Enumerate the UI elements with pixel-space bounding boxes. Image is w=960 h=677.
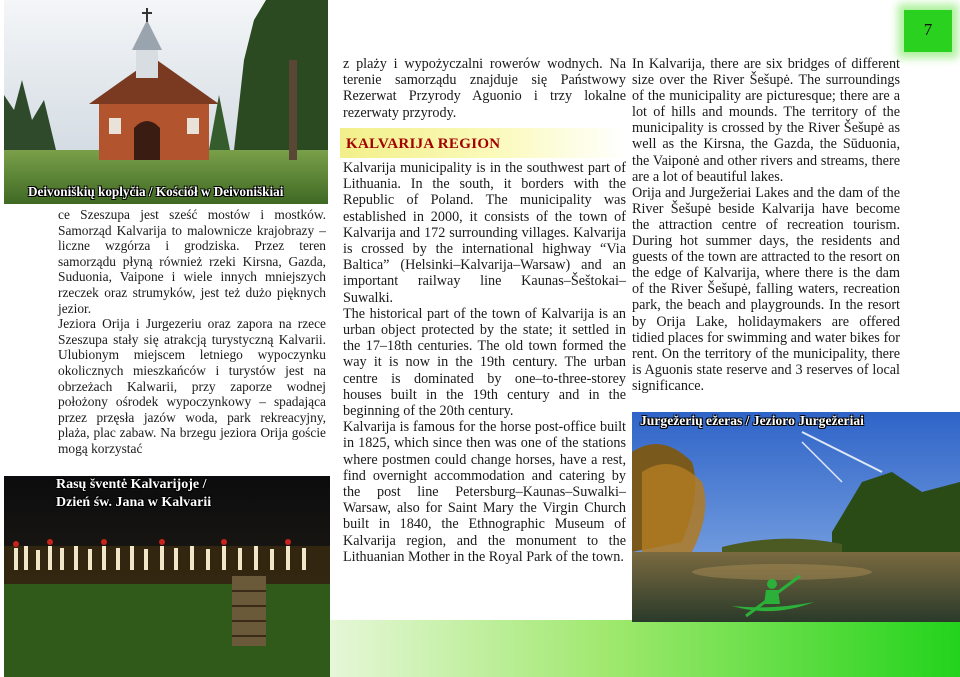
page-number-box [904, 10, 952, 52]
lake-caption: Jurgežerių ežeras / Jezioro Jurgežeriai [640, 413, 864, 428]
festival-caption-line-2: Dzień św. Jana w Kalvarii [56, 495, 212, 510]
column-2-body-text [343, 160, 626, 565]
column-2-top-text [343, 56, 626, 121]
column-2-paragraph: The historical part of the town of Kalvarija is an urban object protected by the state; it settled in the 17–18th centuries. The old town formed the way it is now in the 19th century. The urban centre is dominated by one–to-three-storey houses built in the 19th century and in the beginning of the 20th century. [343, 305, 626, 420]
column-3-paragraph: In Kalvarija, there are six bridges of different size over the River Šešupė. The surroundings of the municipality are picturesque; there are a lot of hills and mounds. The territory of the municipality is crossed by the River Šešupė as well as the Kirsna, the Gazda, the Sūduonia, the Vaiponė and other rivers and streams, there are a lot of beautiful lakes. [632, 56, 900, 185]
column-1-paragraph: ce Szeszupa jest sześć mostów i mostków. Samorząd Kalvarija to malownicze krajobrazy – liczne wzgórza i grodziska. Przez teren samorządu płyną również rzeki Kirsna, Gazda, Suduonia, Vaipone i wiele innych mniejszych rzeczek oraz strumyków, jest też dużo pięknych jezior. [58, 207, 326, 316]
chapel-illustration [4, 0, 328, 204]
lake-photo [632, 412, 960, 622]
section-heading: KALVARIJA REGION [346, 136, 501, 152]
chapel-caption: Deivoniškių koplyčia / Kościół w Deivoniškiai [28, 184, 284, 199]
section-heading-band [340, 128, 626, 158]
column-2-intro-paragraph: z plaży i wypożyczalni rowerów wodnych. Na terenie samorządu znajduje się Państwowy Rezerwat Przyrody Aguonio i trzy lokalne rezerwaty przyrody. [343, 56, 626, 121]
column-2-paragraph: Kalvarija municipality is in the southwest part of Lithuania. In the south, it borders with the Republic of Poland. The municipality was established in 2000, it consists of the town of Kalvarija and 172 surrounding villages. Kalvarija is crossed by the international highway “Via Baltica” (Helsinki–Kalvarija–Warsaw) and an important railway line Kaunas–Šeštokai–Suwalki. [343, 160, 626, 306]
column-3-paragraph: Orija and Jurgežeriai Lakes and the dam of the River Šešupė beside Kalvarija have become the attraction centre of recreation tourism. During hot summer days, the residents and guests of the town are attracted to the resort on the edge of Kalvarija, where there is the dam of the River Šešupė, falling waters, recreation park, the beach and playgrounds. In the resort by Orija Lake, holidaymakers are offered tidied places for swimming and water bikes for rent. On the territory of the municipality, there is Aguonis state reserve and 3 reserves of local significance. [632, 184, 900, 394]
bottom-gradient-strip [330, 620, 960, 677]
chapel-photo [4, 0, 328, 204]
festival-caption-line-1: Rasų šventė Kalvarijoje / [56, 477, 207, 492]
kayak-paddler-icon [728, 572, 818, 620]
column-2-paragraph: Kalvarija is famous for the horse post-office built in 1825, which since then was one of the stations where postmen could change horses, have a rest, find overnight accommodation and catering by the post line Petersburg–Kaunas–Suwalki–Warsaw, also for Saint Mary the Virgin Church built in 1840, the Ethnographic Museum of Kalvarija region, and the monument to the Lithuanian Mother in the Royal Park of the town. [343, 419, 626, 565]
page-number: 7 [923, 20, 933, 39]
column-1-paragraph: Jeziora Orija i Jurgezeriu oraz zapora na rzece Szeszupa stały się atrakcją turystyczną Kalvarii. Ulubionym miejscem letniego wypoczynku okolicznych mieszkańców i turystów jest na obrzeżach Kalwarii, przy zaporze wodnej położony ośrodek wypoczynkowy – spadająca przez przęsła jazów woda, park rekreacyjny, plaża, plac zabaw. Na brzegu jeziora Orija goście mogą korzystać [58, 316, 326, 456]
column-1-text [58, 207, 326, 457]
column-3-text [632, 56, 900, 394]
